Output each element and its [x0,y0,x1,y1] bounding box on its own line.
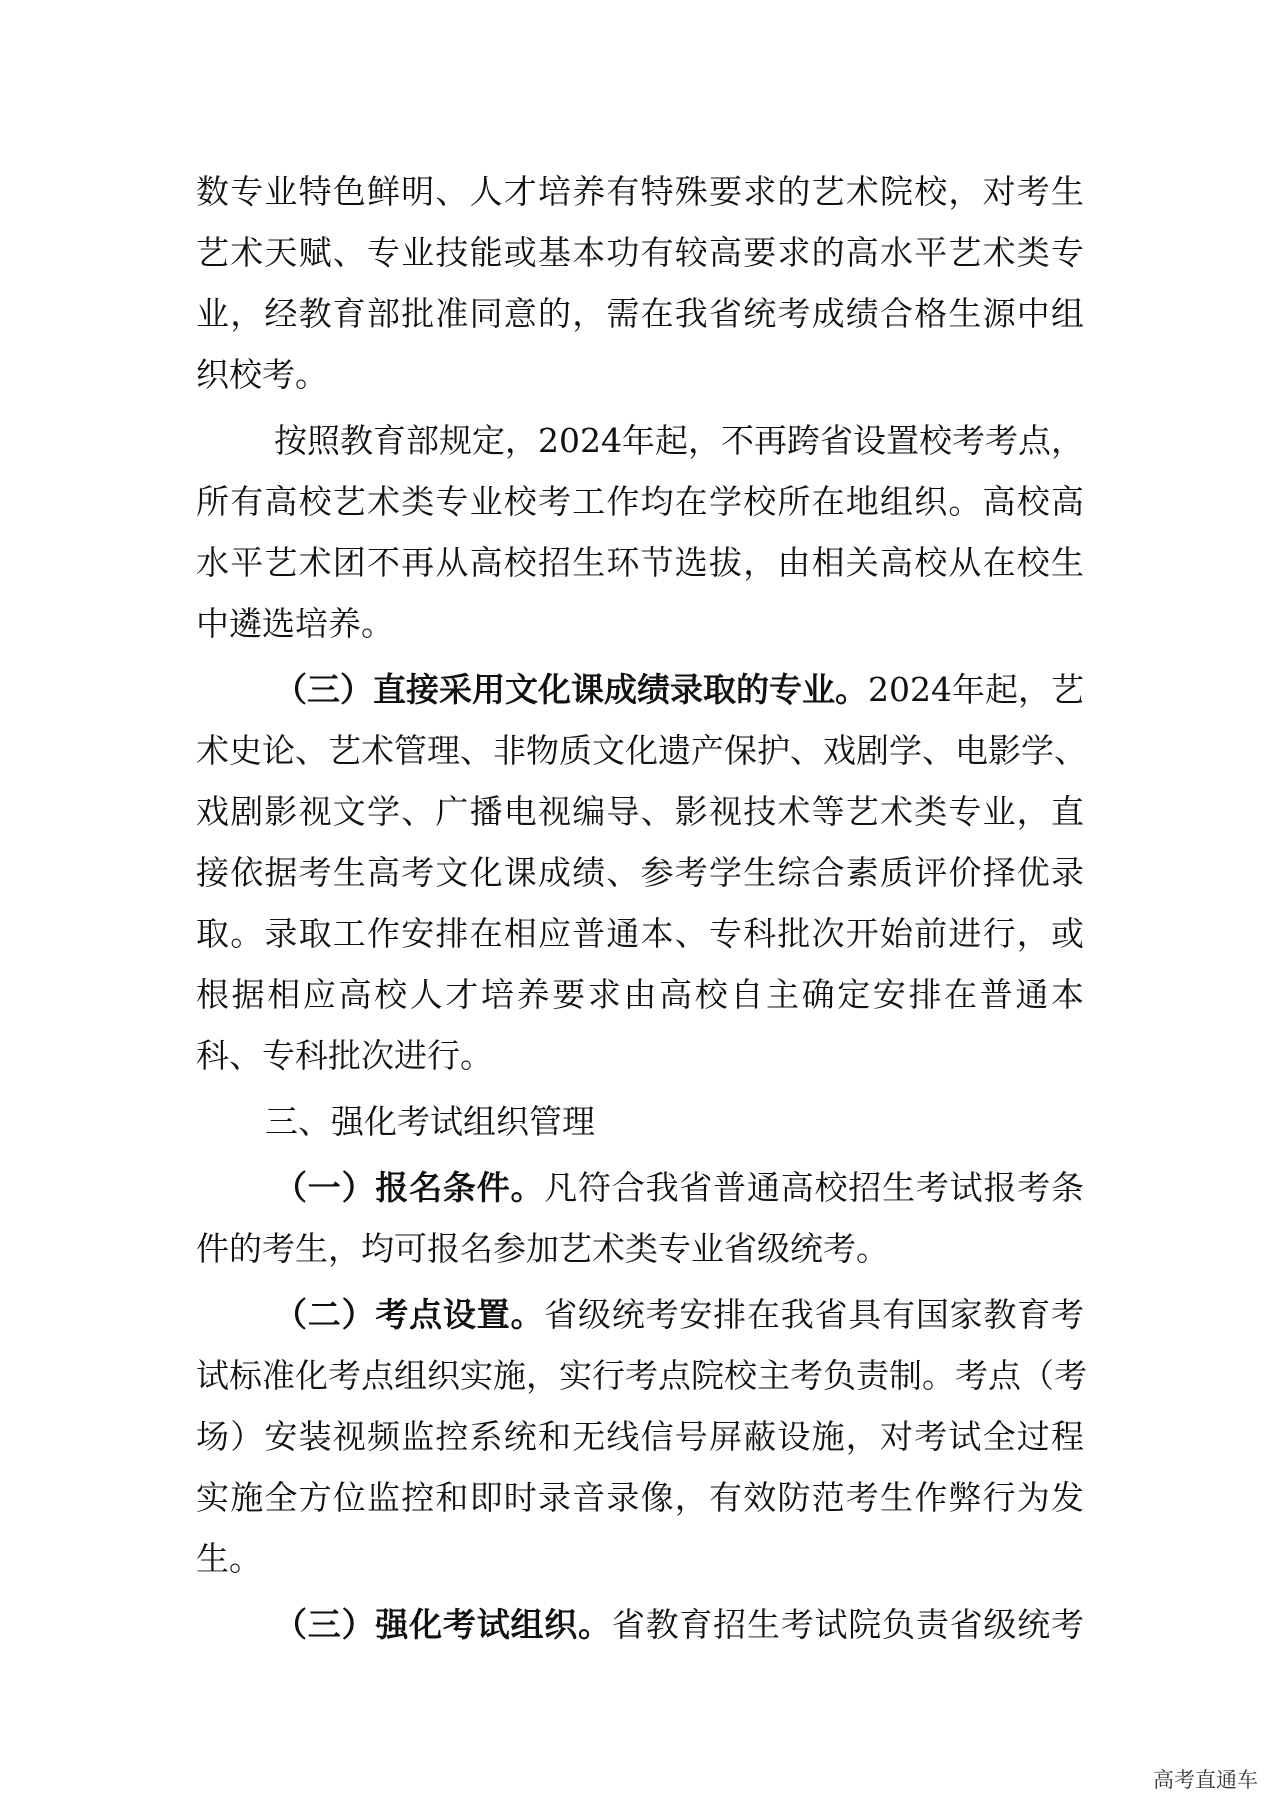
subsection-heading: （三）强化考试组织。 [274,1605,612,1644]
body-line: 中遴选培养。 [196,604,394,643]
body-line: 生。 [196,1539,262,1578]
paragraph-first-line: 按照教育部规定，2024年起，不再跨省设置校考考点， [274,421,1084,460]
body-line: 科、专科批次进行。 [196,1036,493,1075]
body-line: 取。录取工作安排在相应普通本、专科批次开始前进行，或 [196,914,1084,953]
body-line: 场）安装视频监控系统和无线信号屏蔽设施，对考试全过程 [196,1417,1084,1456]
body-line: 根据相应高校人才培养要求由高校自主确定安排在普通本 [196,975,1084,1014]
body-line: 织校考。 [196,355,328,394]
subsection-first-line: （三）直接采用文化课成绩录取的专业。2024年起，艺 [274,670,1085,709]
section-heading: 三、强化考试组织管理 [265,1102,595,1141]
body-line: 实施全方位监控和即时录音录像，有效防范考生作弊行为发 [196,1478,1084,1517]
subsection-first-line: （一）报名条件。凡符合我省普通高校招生考试报考条 [274,1168,1085,1207]
body-line: 件的考生，均可报名参加艺术类专业省级统考。 [196,1229,889,1268]
body-line: 接依据考生高考文化课成绩、参考学生综合素质评价择优录 [196,853,1084,892]
subsection-heading: （一）报名条件。 [274,1168,545,1207]
body-line: 试标准化考点组织实施，实行考点院校主考负责制。考点（考 [196,1356,1087,1395]
body-line: 艺术天赋、专业技能或基本功有较高要求的高水平艺术类专 [196,233,1084,272]
body-line: 戏剧影视文学、广播电视编导、影视技术等艺术类专业，直 [196,792,1084,831]
subsection-heading: （三）直接采用文化课成绩录取的专业。 [274,670,869,709]
body-line: 所有高校艺术类专业校考工作均在学校所在地组织。高校高 [196,482,1084,521]
body-line: 业，经教育部批准同意的，需在我省统考成绩合格生源中组 [196,294,1084,333]
body-line: 水平艺术团不再从高校招生环节选拔，由相关高校从在校生 [196,543,1084,582]
subsection-first-line: （二）考点设置。省级统考安排在我省具有国家教育考 [274,1295,1085,1334]
body-line: 数专业特色鲜明、人才培养有特殊要求的艺术院校，对考生 [196,172,1084,211]
subsection-heading: （二）考点设置。 [274,1295,545,1334]
body-line: 术史论、艺术管理、非物质文化遗产保护、戏剧学、电影学、 [196,731,1087,770]
subsection-first-line: （三）强化考试组织。省教育招生考试院负责省级统考 [274,1605,1085,1644]
watermark-label: 高考直通车 [1153,1768,1258,1792]
